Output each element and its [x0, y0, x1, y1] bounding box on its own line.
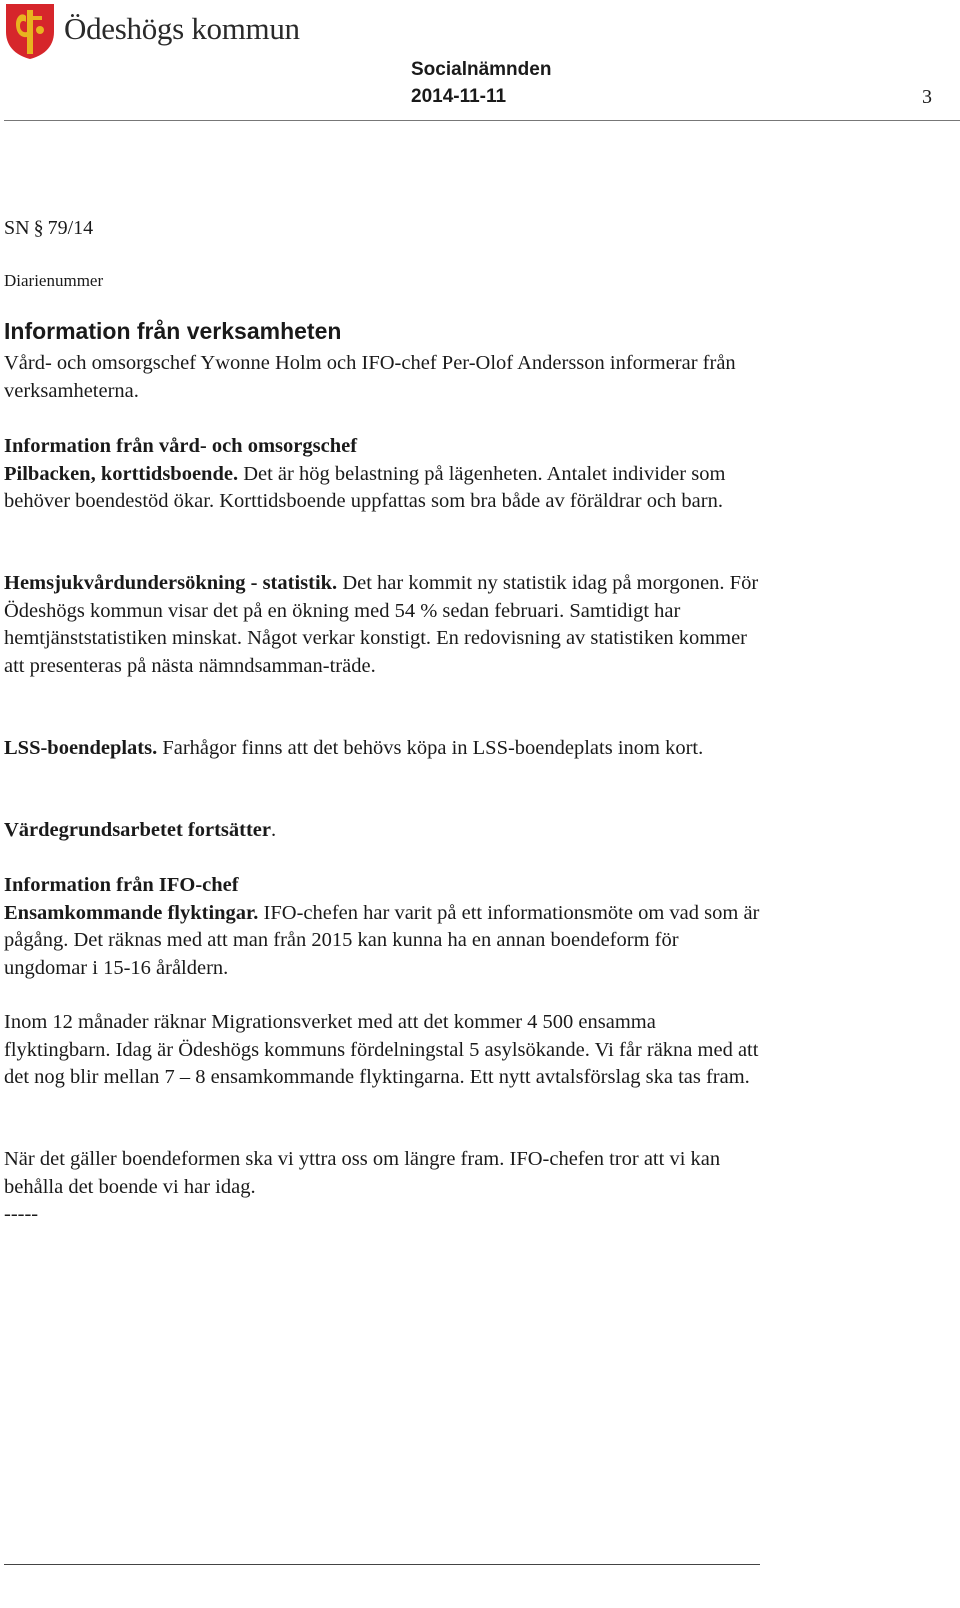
case-prefix: SN — [4, 217, 30, 239]
header-logo — [4, 2, 300, 60]
section1-heading: Information från vård- och omsorgschef — [4, 435, 358, 457]
footer-divider — [4, 1564, 760, 1565]
committee-name: Socialnämnden — [411, 59, 552, 80]
section2-para3-text: När det gäller boendeformen ska vi yttra oss om längre fram. IFO-chefen tror att vi kan behålla det boende vi har idag. — [4, 1148, 721, 1198]
item3-lead: LSS-boendeplats. — [4, 737, 158, 759]
section2-lead: Ensamkommande flyktingar. — [4, 901, 259, 924]
case-number — [4, 217, 93, 240]
municipal-coat-of-arms-icon — [4, 2, 56, 60]
page-number: 3 — [922, 86, 932, 108]
item1-lead: Pilbacken, korttidsboende. — [4, 462, 239, 485]
page-title: Information från verksamheten — [4, 318, 342, 344]
item2-lead: Hemsjukvårdundersökning - statistik. — [4, 572, 338, 594]
diary-number-label: Diarienummer — [4, 271, 104, 290]
end-mark: ----- — [4, 1203, 39, 1225]
case-id: 79/14 — [47, 217, 94, 239]
section1-block — [4, 433, 764, 516]
section2-heading: Information från IFO-chef — [4, 874, 239, 896]
header-divider — [4, 120, 960, 121]
item4-text: . — [271, 819, 277, 841]
section2-text: IFO-chefen har varit på ett informationsmöte om vad som är pågång. Det räknas med att man från 2015 kan kunna ha en annan boendeform för ungdomar i 15-16 åråldern. — [4, 901, 760, 979]
section-symbol: § — [33, 217, 44, 239]
section2-block — [4, 872, 764, 982]
item3-text: Farhågor finns att det behövs köpa in LSS-boendeplats inom kort. — [157, 737, 704, 759]
item4-lead: Värdegrundsarbetet fortsätter — [4, 819, 271, 841]
intro-paragraph: Vård- och omsorgschef Ywonne Holm och IFO-chef Per-Olof Andersson informerar från verksamheterna. — [4, 352, 736, 402]
section2-paragraph-2: Inom 12 månader räknar Migrationsverket med att det kommer 4 500 ensamma flyktingbarn. Idag är Ödeshögs kommuns fördelningstal 5 asylsökande. Vi får räkna med att det nog blir mellan 7 – 8 ensamkommande flyktingarna. Ett nytt avtalsförslag ska tas fram. — [4, 1011, 759, 1088]
item3-paragraph — [4, 735, 764, 763]
meeting-date: 2014-11-11 — [411, 86, 507, 107]
org-name: Ödeshögs kommun — [64, 11, 300, 46]
section2-paragraph-3 — [4, 1146, 764, 1229]
item2-paragraph — [4, 570, 764, 680]
item2-text: Det har kommit ny statistik idag på morgonen. För Ödeshögs kommun visar det på en ökning med 54 % sedan februari. Samtidigt har hemtjänststatistiken minskat. Något verkar konstigt. En redovisning av statistiken kommer att presenteras på nästa nämndsamman-träde. — [4, 572, 759, 677]
item4-paragraph — [4, 817, 764, 845]
item1-text: Det är hög belastning på lägenheten. Antalet individer som behöver boendestöd ökar. Korttidsboende uppfattas som bra både av föräldrar och barn. — [4, 462, 726, 512]
